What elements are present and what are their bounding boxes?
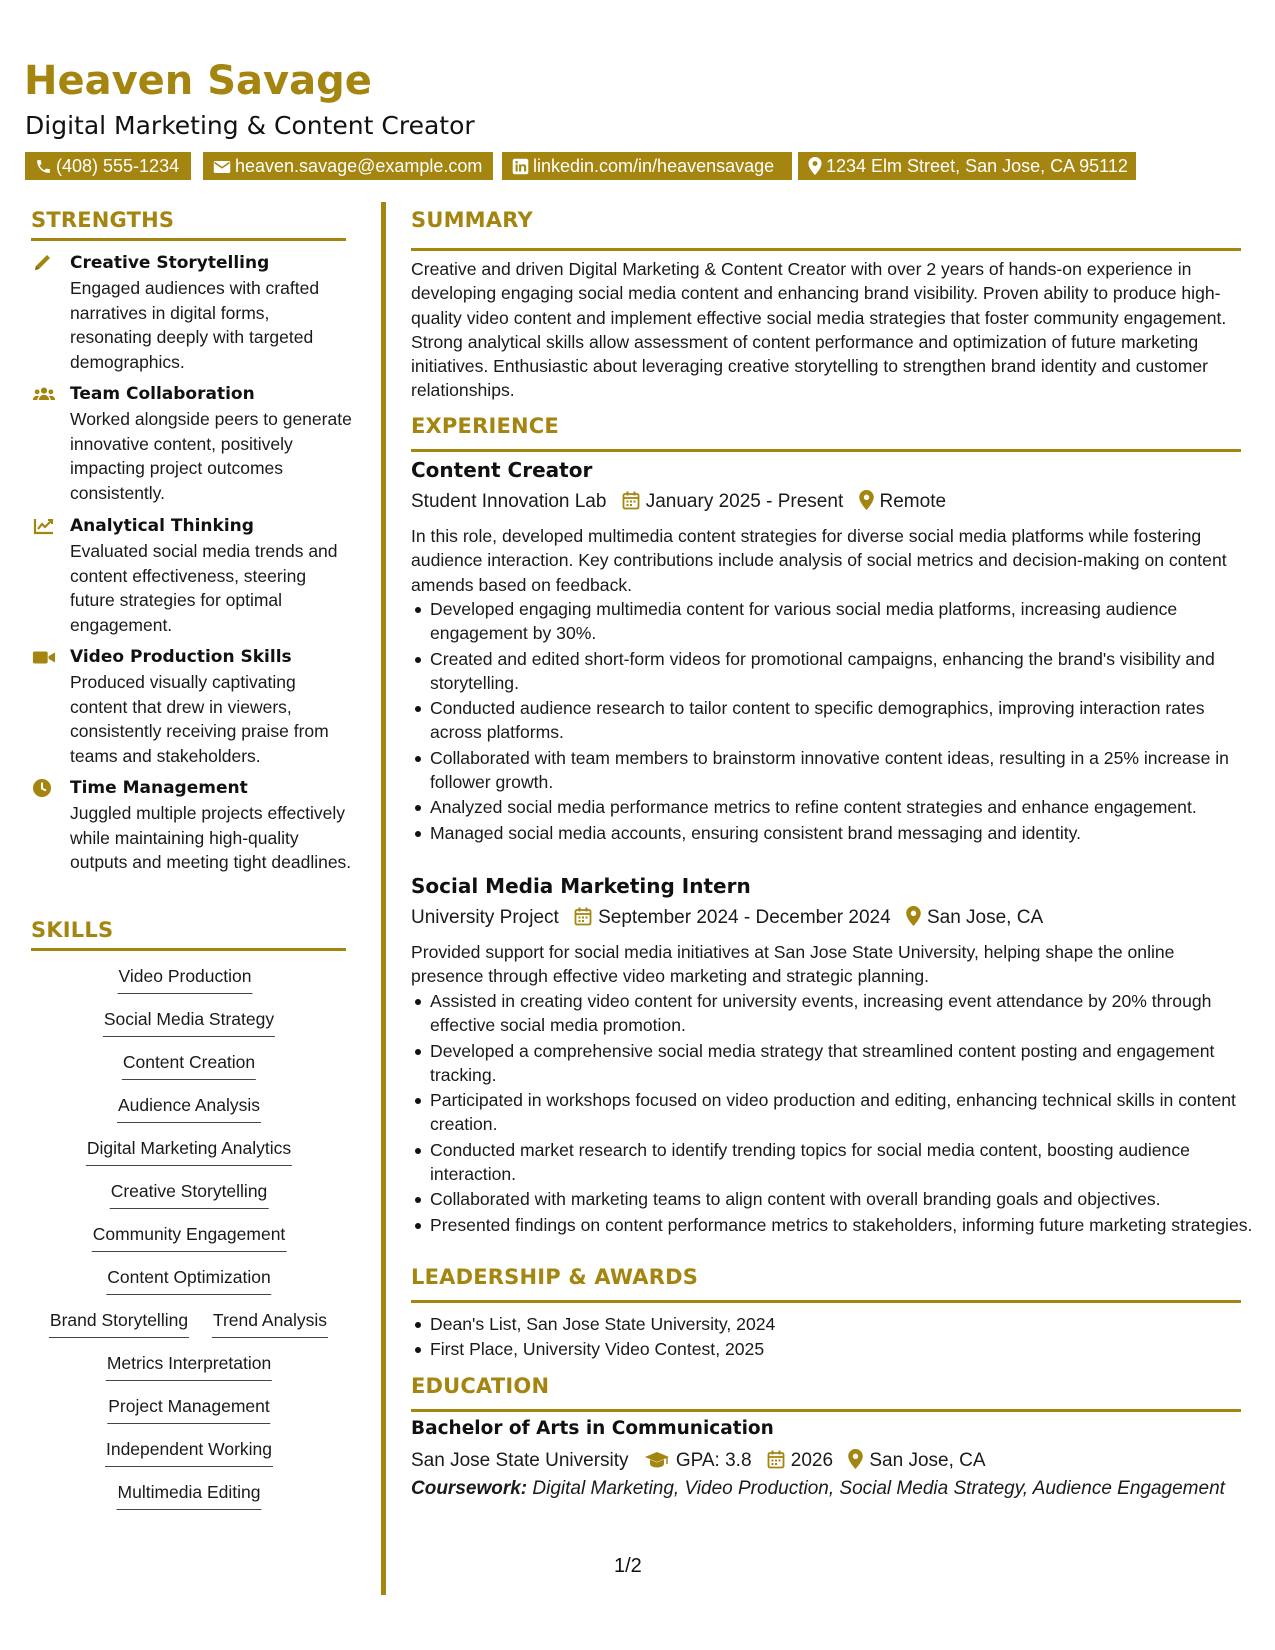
skill-tag: Content Optimization — [106, 1265, 271, 1295]
education-heading: EDUCATION — [411, 1374, 550, 1398]
bullet-item: Created and edited short-form videos for promotional campaigns, enhancing the brand's visibility and storytelling. — [430, 647, 1260, 696]
skill-tag: Community Engagement — [92, 1222, 287, 1252]
job-dates: January 2025 - Present — [645, 491, 844, 512]
award-item: Dean's List, San Jose State University, 2024 — [430, 1312, 1260, 1336]
skill-tag: Trend Analysis — [212, 1308, 328, 1338]
video-camera-icon — [32, 647, 56, 667]
job-description: In this role, developed multimedia content strategies for diverse social media platforms while fostering audience interaction. Key contributions include analysis of social metrics and decision-making on content amends based on feedback. — [411, 526, 1227, 595]
linkedin-chip[interactable] — [502, 152, 792, 180]
strength-item — [32, 645, 352, 768]
strength-item — [32, 514, 352, 637]
summary-heading: SUMMARY — [411, 208, 533, 232]
strength-title: Video Production Skills — [70, 647, 292, 667]
skills-rule — [31, 948, 346, 951]
skill-tag: Video Production — [118, 964, 253, 994]
job-description: Provided support for social media initiatives at San Jose State University, helping shape the online presence through effective video marketing and strategic planning. — [411, 942, 1175, 987]
email-text: heaven.savage@example.com — [235, 156, 483, 176]
bullet-item: Presented findings on content performance metrics to stakeholders, informing future marketing strategies. — [430, 1213, 1260, 1237]
strength-item — [32, 382, 352, 505]
candidate-name: Heaven Savage — [24, 58, 372, 104]
job-title: Social Media Marketing Intern — [411, 874, 751, 898]
bullet-item: Conducted market research to identify trending topics for social media content, boosting audience interaction. — [430, 1138, 1260, 1187]
job-bullets — [411, 989, 1260, 1238]
email-chip[interactable] — [203, 152, 493, 180]
linkedin-text: linkedin.com/in/heavensavage — [533, 156, 775, 176]
skill-tag: Creative Storytelling — [110, 1179, 269, 1209]
skill-tag: Content Creation — [122, 1050, 256, 1080]
page-number: 1/2 — [614, 1555, 642, 1577]
bullet-item: Developed engaging multimedia content for various social media platforms, increasing audience engagement by 30%. — [430, 597, 1260, 646]
bullet-item: Assisted in creating video content for university events, increasing event attendance by 20% through effective social media promotion. — [430, 989, 1260, 1038]
job-bullets — [411, 597, 1260, 846]
job-meta — [411, 905, 1043, 931]
graduation-year: 2026 — [790, 1450, 834, 1471]
strength-desc: Engaged audiences with crafted narratives in digital forms, resonating deeply with targeted demographics. — [70, 278, 320, 372]
job-location: San Jose, CA — [926, 907, 1044, 928]
degree-title: Bachelor of Arts in Communication — [411, 1418, 774, 1439]
bullet-item: Conducted audience research to tailor content to specific demographics, improving interaction rates across platforms. — [430, 696, 1260, 745]
bullet-item: Collaborated with marketing teams to align content with overall branding goals and objectives. — [430, 1187, 1260, 1211]
bullet-item: Collaborated with team members to brainstorm innovative content ideas, resulting in a 25% increase in follower growth. — [430, 746, 1260, 795]
coursework — [411, 1477, 1231, 1502]
skill-tag: Metrics Interpretation — [106, 1351, 272, 1381]
strength-item — [32, 251, 352, 374]
bullet-item: Managed social media accounts, ensuring consistent brand messaging and identity. — [430, 821, 1260, 845]
job-location: Remote — [879, 491, 947, 512]
map-marker-icon — [906, 906, 921, 926]
bullet-item: Developed a comprehensive social media strategy that streamlined content posting and engagement tracking. — [430, 1039, 1260, 1088]
job-org: Student Innovation Lab — [411, 491, 607, 512]
linkedin-icon — [512, 158, 529, 175]
experience-rule — [411, 449, 1241, 452]
skill-tag: Audience Analysis — [117, 1093, 261, 1123]
calendar-icon — [622, 491, 640, 510]
education-meta — [411, 1448, 986, 1474]
pencil-icon — [32, 253, 56, 273]
address-chip[interactable] — [798, 152, 1136, 180]
map-marker-icon — [848, 1449, 863, 1469]
candidate-role: Digital Marketing & Content Creator — [25, 111, 475, 140]
skill-tag: Project Management — [107, 1394, 270, 1424]
skill-tag: Independent Working — [105, 1437, 273, 1467]
job-dates: September 2024 - December 2024 — [598, 907, 891, 928]
job-title: Content Creator — [411, 458, 593, 482]
skill-tag: Multimedia Editing — [117, 1480, 262, 1510]
award-item: First Place, University Video Contest, 2025 — [430, 1337, 1260, 1361]
skills-heading: SKILLS — [31, 918, 114, 942]
phone-text: (408) 555-1234 — [56, 156, 180, 176]
strengths-rule — [31, 238, 346, 241]
chart-line-icon — [32, 516, 56, 536]
phone-chip[interactable] — [25, 152, 191, 180]
school-name: San Jose State University — [411, 1450, 629, 1471]
strengths-heading: STRENGTHS — [31, 208, 175, 232]
calendar-icon — [574, 907, 592, 926]
awards-heading: LEADERSHIP & AWARDS — [411, 1265, 699, 1289]
awards-list — [411, 1312, 1260, 1363]
summary-text: Creative and driven Digital Marketing & Content Creator with over 2 years of hands-on experience in developing engaging social media content and enhancing brand visibility. Proven ability to produce high-quality video content and implement effective social media strategies that foster community engagement. Strong analytical skills allow assessment of content performance and optimization of future marketing initiatives. Enthusiastic about leveraging creative storytelling to strengthen brand identity and customer relationships. — [411, 259, 1227, 401]
phone-icon — [35, 158, 52, 175]
gpa: GPA: 3.8 — [675, 1450, 752, 1471]
strength-desc: Evaluated social media trends and content effectiveness, steering future strategies for optimal engagement. — [70, 541, 338, 635]
bullet-item: Participated in workshops focused on video production and editing, enhancing technical skills in content creation. — [430, 1088, 1260, 1137]
clock-icon — [32, 778, 56, 798]
users-icon — [32, 384, 56, 404]
job-org: University Project — [411, 907, 559, 928]
skill-tag: Social Media Strategy — [103, 1007, 275, 1037]
map-marker-icon — [808, 157, 822, 175]
school-location: San Jose, CA — [869, 1450, 986, 1471]
bullet-item: Analyzed social media performance metrics to refine content strategies and enhance engagement. — [430, 795, 1260, 819]
coursework-label: Coursework: — [411, 1478, 528, 1499]
strength-title: Time Management — [70, 778, 248, 798]
skill-tag: Digital Marketing Analytics — [86, 1136, 292, 1166]
envelope-icon — [213, 159, 231, 175]
calendar-icon — [767, 1450, 785, 1469]
address-text: 1234 Elm Street, San Jose, CA 95112 — [826, 156, 1128, 176]
experience-heading: EXPERIENCE — [411, 414, 559, 438]
graduation-cap-icon — [644, 1451, 670, 1469]
strength-title: Analytical Thinking — [70, 516, 254, 536]
strength-title: Creative Storytelling — [70, 253, 270, 273]
map-marker-icon — [859, 490, 874, 510]
job-meta — [411, 489, 946, 515]
strength-item — [32, 776, 352, 875]
column-divider — [381, 202, 386, 1595]
summary-rule — [411, 248, 1241, 251]
strength-desc: Produced visually captivating content that drew in viewers, consistently receiving praise from teams and stakeholders. — [70, 672, 329, 766]
skill-tag: Brand Storytelling — [49, 1308, 189, 1338]
strength-desc: Juggled multiple projects effectively while maintaining high-quality outputs and meeting tight deadlines. — [70, 803, 352, 872]
awards-rule — [411, 1300, 1241, 1303]
coursework-list: Digital Marketing, Video Production, Social Media Strategy, Audience Engagement — [532, 1478, 1225, 1499]
strength-desc: Worked alongside peers to generate innovative content, positively impacting project outcomes consistently. — [70, 409, 352, 503]
education-rule — [411, 1409, 1241, 1412]
strength-title: Team Collaboration — [70, 384, 255, 404]
